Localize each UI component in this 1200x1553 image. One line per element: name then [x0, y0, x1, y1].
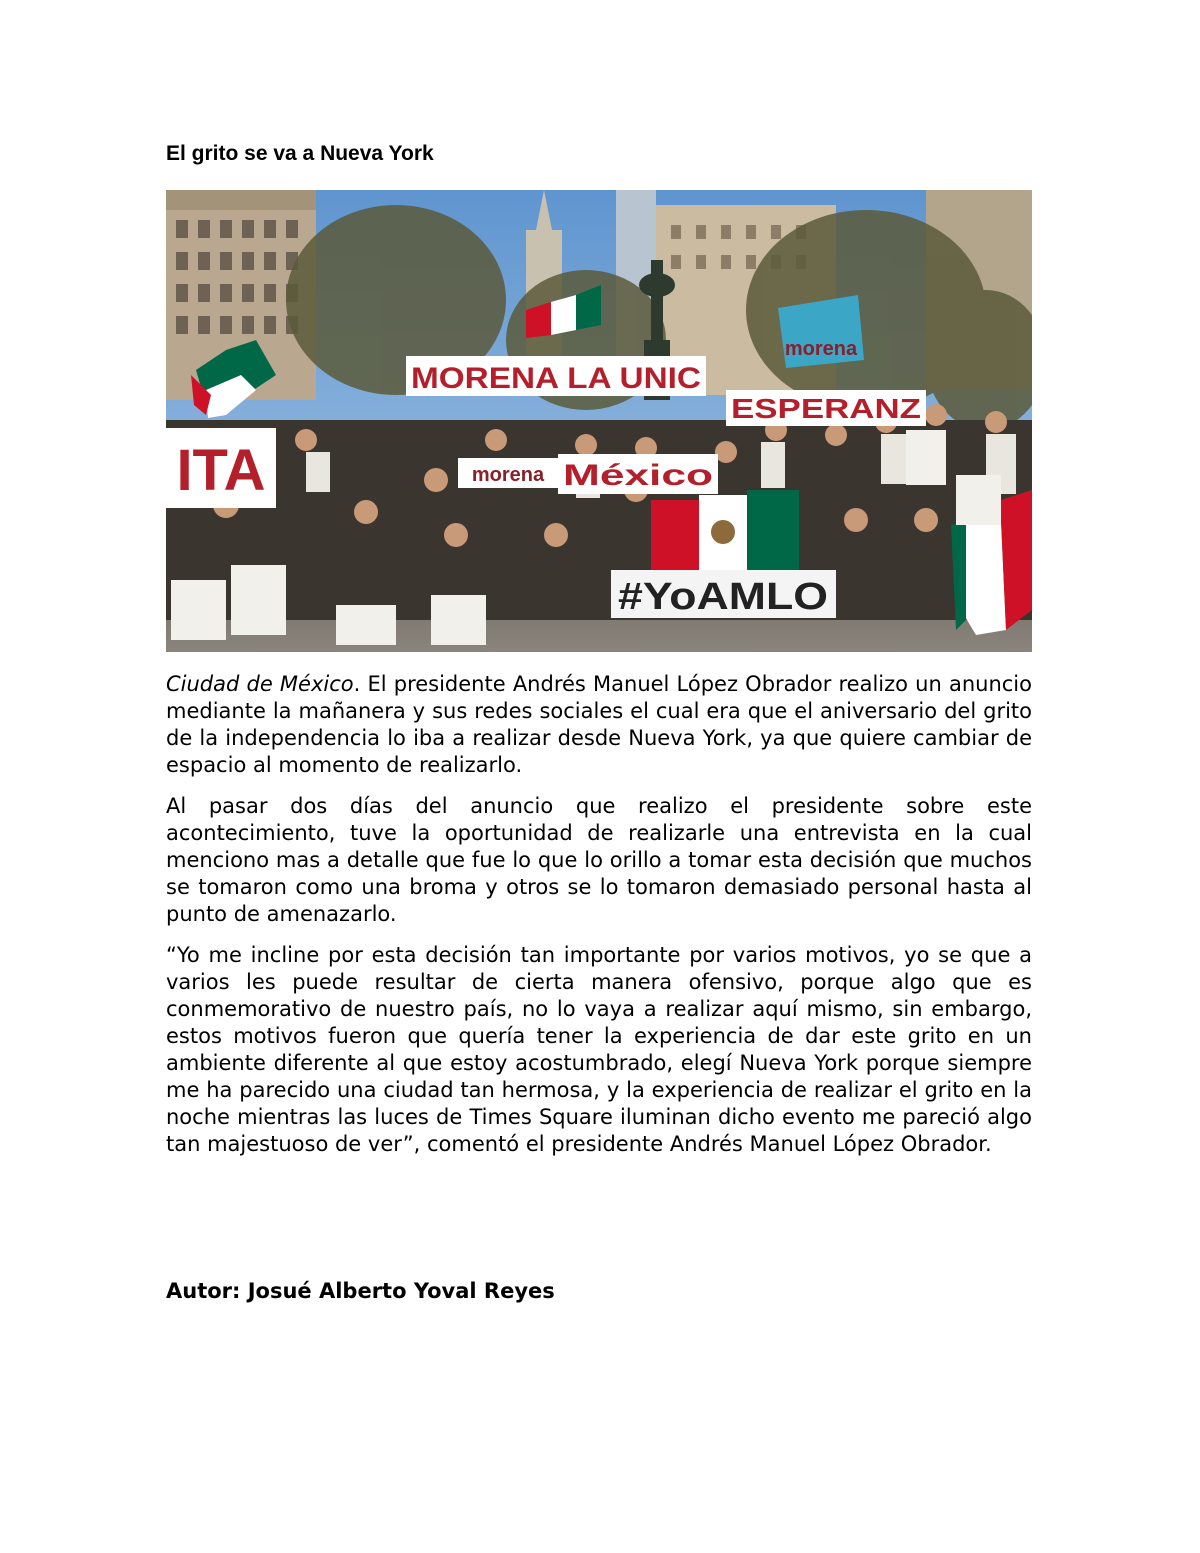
- sign-morena-banner-blue: [778, 295, 864, 368]
- paragraph-1: [166, 671, 1032, 779]
- flag-center: [651, 490, 799, 570]
- article-title: El grito se va a Nueva York: [166, 142, 434, 165]
- paragraph-1-text: . El presidente Andrés Manuel López Obrador realizo un anuncio mediante la mañanera y sus redes sociales el cual era que el aniversario del grito de la independencia lo iba a realizar desde Nueva York, ya que quiere cambiar de espacio al momento de realizarlo.: [166, 672, 1032, 777]
- sign-morena-logo: [458, 458, 558, 488]
- sign-morena-la-unica: [406, 356, 706, 396]
- dateline: Ciudad de México: [166, 672, 354, 696]
- sign-left-letters: [166, 428, 276, 508]
- sign-morena-banner-text: morena: [784, 338, 858, 360]
- rally-photo-illustration: [166, 190, 1032, 652]
- sign-yo-amlo-text: #YoAMLO: [618, 576, 828, 618]
- sign-esperanza: [726, 390, 926, 426]
- sign-mexico: [558, 454, 718, 494]
- article-body: [166, 671, 1032, 1172]
- sign-morena-logo-text: morena: [471, 464, 545, 486]
- crowd: [166, 404, 1032, 620]
- article-author: Autor: Josué Alberto Yoval Reyes: [166, 1279, 555, 1303]
- sign-esperanza-text: ESPERANZ: [731, 393, 921, 424]
- sign-mexico-text: México: [563, 459, 713, 492]
- svg-text:ITA: ITA: [176, 438, 266, 503]
- paragraph-2: Al pasar dos días del anuncio que realizo el presidente sobre este acontecimiento, tuve la oportunidad de realizarle una entrevista en la cual menciono mas a detalle que fue lo que lo orillo a tomar esta decisión que muchos se tomaron como una broma y otros se lo tomaron demasiado personal hasta al punto de amenazarlo.: [166, 794, 1032, 926]
- article-photo: [166, 190, 1032, 652]
- paragraph-3: “Yo me incline por esta decisión tan importante por varios motivos, yo se que a varios les puede resultar de cierta manera ofensivo, porque algo que es conmemorativo de nuestro país, no lo vaya a realizar aquí mismo, sin embargo, estos motivos fueron que quería tener la experiencia de dar este grito en un ambiente diferente al que estoy acostumbrado, elegí Nueva York porque siempre me ha parecido una ciudad tan hermosa, y la experiencia de realizar el grito en la noche mientras las luces de Times Square iluminan dicho evento me pareció algo tan majestuoso de ver”, comentó el presidente Andrés Manuel López Obrador.: [166, 943, 1032, 1156]
- sign-yo-amlo: [611, 570, 836, 618]
- sign-morena-la-unica-text: MORENA LA UNIC: [411, 362, 701, 395]
